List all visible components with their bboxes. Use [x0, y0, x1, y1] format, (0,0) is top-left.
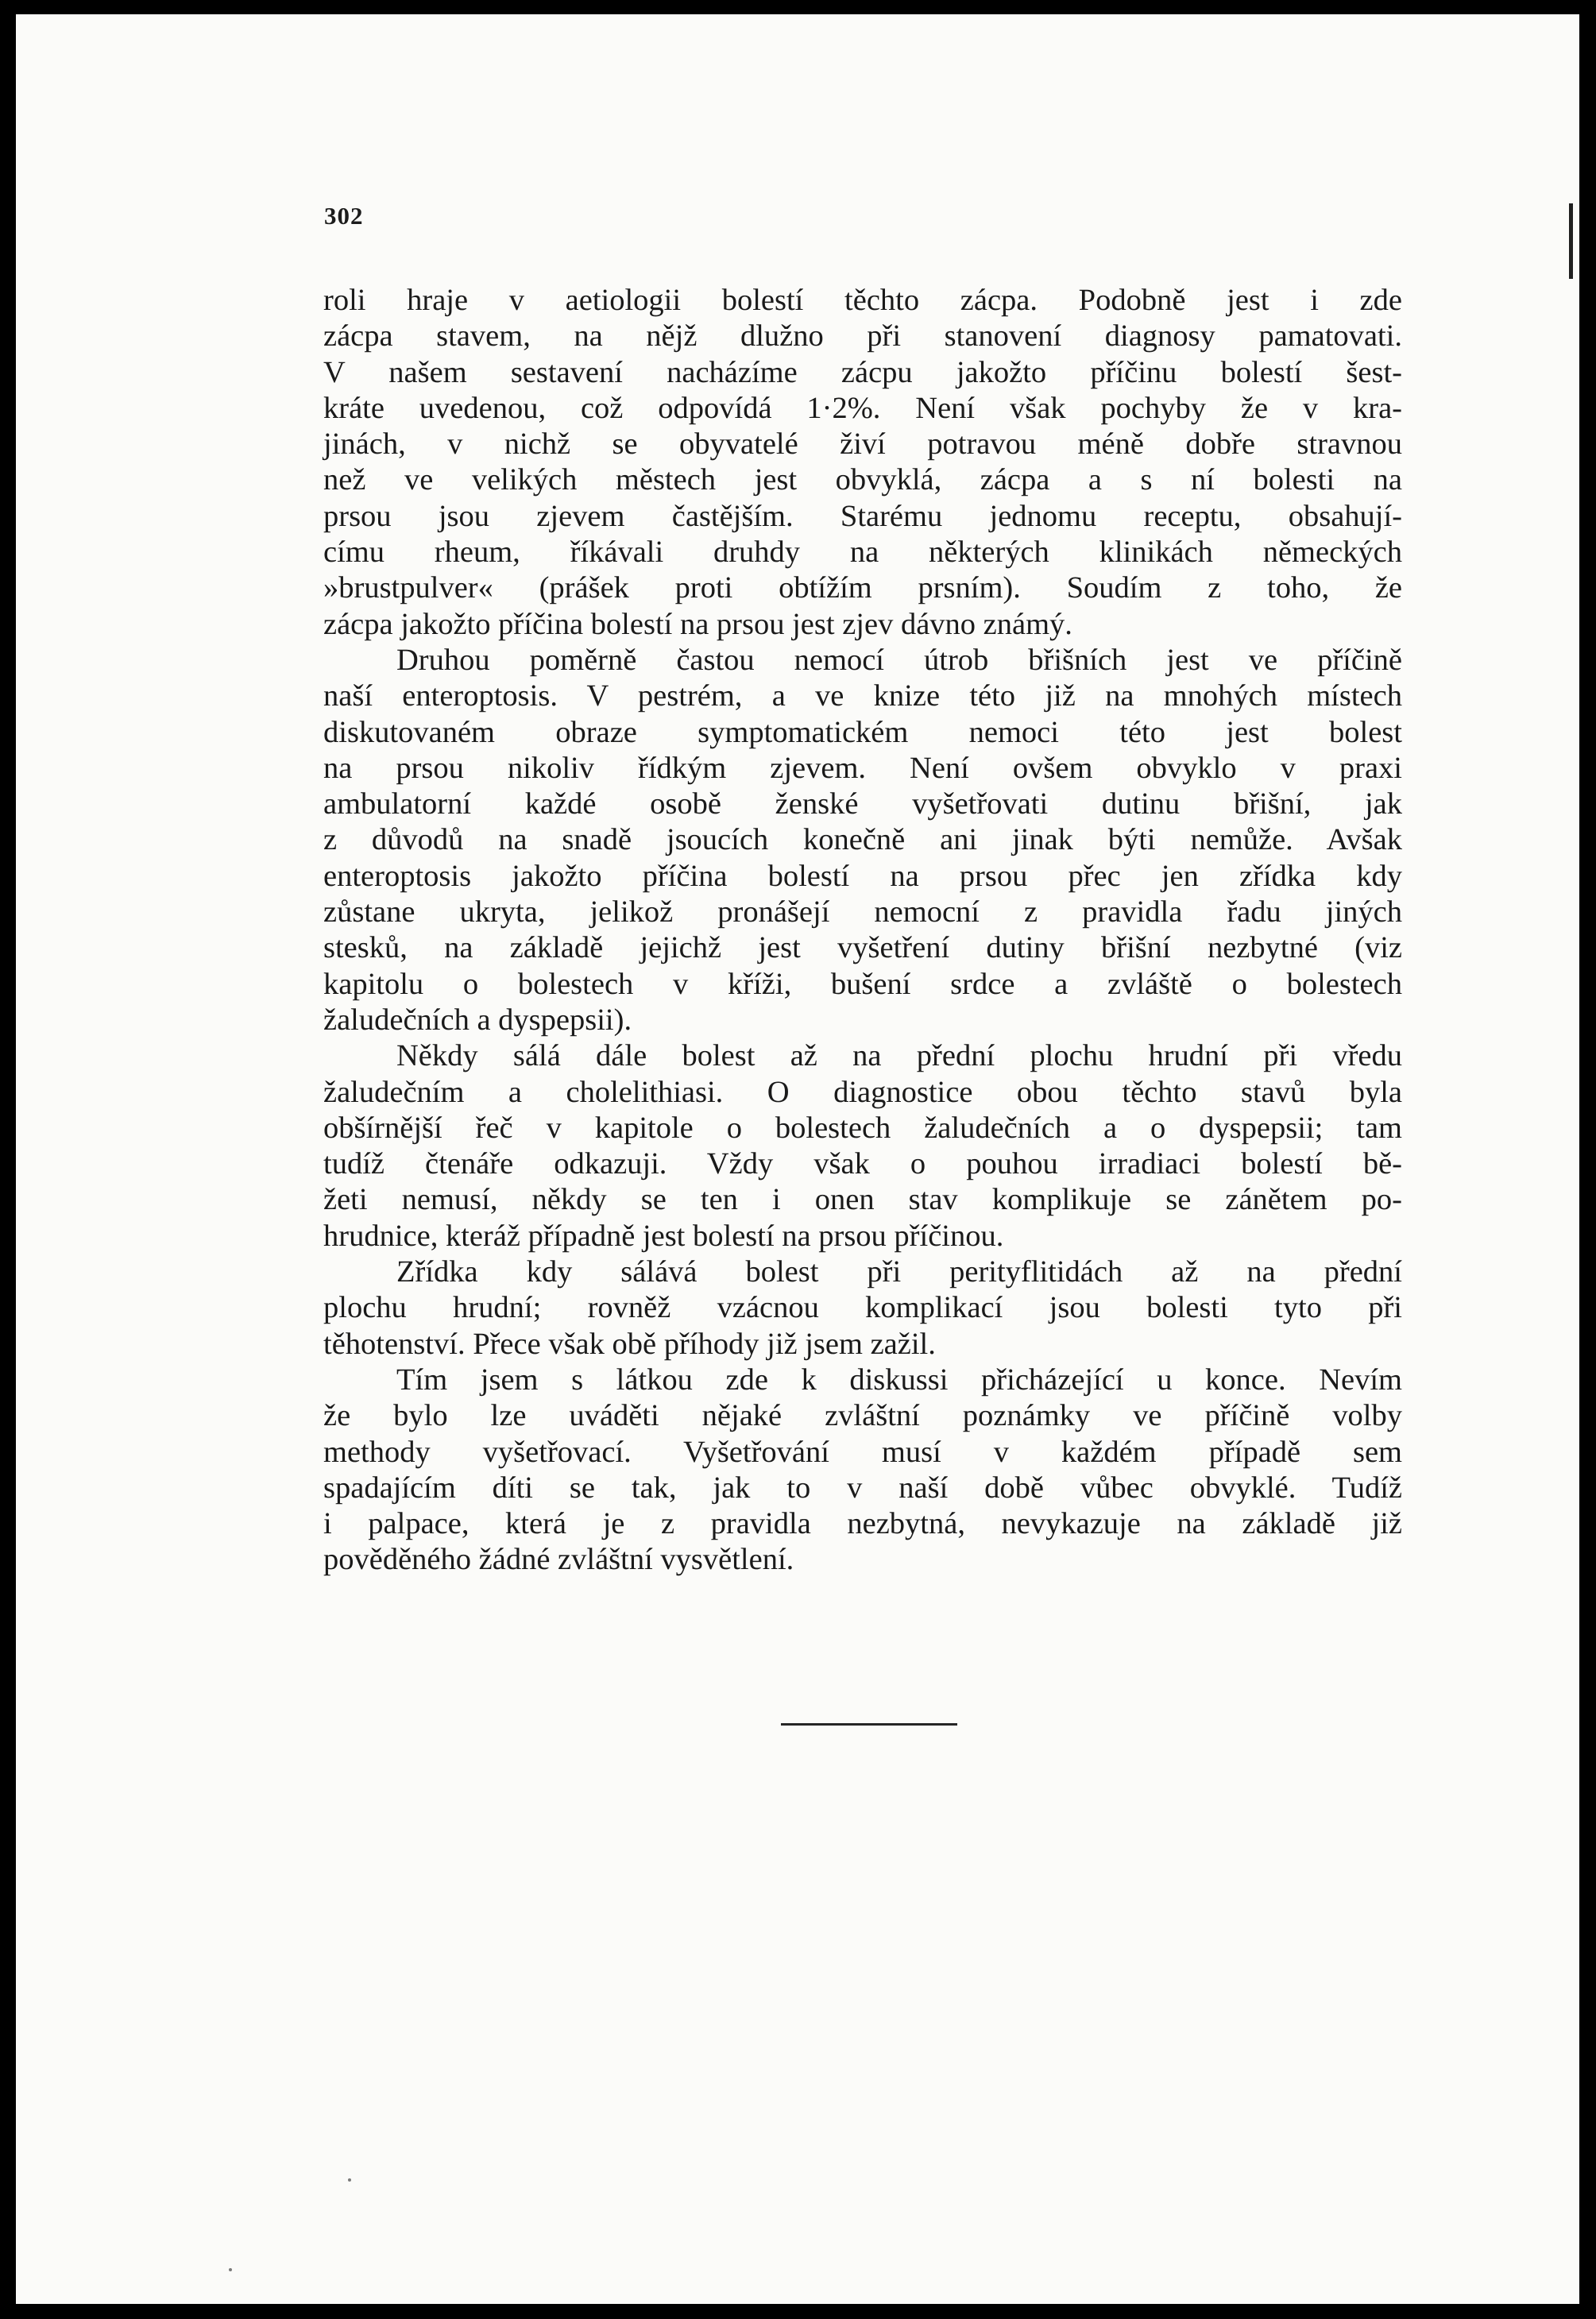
text-line: V našem sestavení nacházíme zácpu jakožto příčinu bolestí šest-	[323, 355, 1402, 389]
text-line: Tím jsem s látkou zde k diskussi přicházející u konce. Nevím	[396, 1362, 1402, 1397]
text-line: methody vyšetřovací. Vyšetřování musí v každém případě sem	[323, 1435, 1402, 1469]
text-line: zácpa jakožto příčina bolestí na prsou jest zjev dávno známý.	[323, 607, 1072, 641]
text-line: Druhou poměrně častou nemocí útrob břišních jest ve příčině	[396, 643, 1402, 677]
text-line: Někdy sálá dále bolest až na přední plochu hrudní při vředu	[396, 1039, 1402, 1073]
text-line: »brustpulver« (prášek proti obtížím prsním). Soudím z toho, že	[323, 571, 1402, 605]
text-line: diskutovaném obraze symptomatickém nemoci této jest bolest	[323, 715, 1402, 749]
scan-speck	[348, 2178, 351, 2182]
text-line: žeti nemusí, někdy se ten i onen stav komplikuje se zánětem po-	[323, 1183, 1402, 1217]
text-line: i palpace, která je z pravidla nezbytná, nevykazuje na základě již	[323, 1507, 1402, 1541]
text-line: že bylo lze uváděti nějaké zvláštní poznámky ve příčině volby	[323, 1399, 1402, 1433]
text-line: pověděného žádné zvláštní vysvětlení.	[323, 1543, 794, 1577]
text-line: na prsou nikoliv řídkým zjevem. Není ovšem obvyklo v praxi	[323, 751, 1402, 785]
text-line: žaludečních a dyspepsii).	[323, 1003, 632, 1037]
text-line: než ve velikých městech jest obvyklá, zácpa a s ní bolesti na	[323, 463, 1402, 497]
text-line: ambulatorní každé osobě ženské vyšetřovati dutinu břišní, jak	[323, 787, 1402, 821]
text-line: stesků, na základě jejichž jest vyšetření dutiny břišní nezbytné (viz	[323, 931, 1402, 965]
scan-speck	[229, 2268, 232, 2271]
text-line: tudíž čtenáře odkazuji. Vždy však o pouhou irradiaci bolestí bě-	[323, 1147, 1402, 1181]
text-line: prsou jsou zjevem častějším. Starému jednomu receptu, obsahují-	[323, 499, 1402, 533]
end-rule	[781, 1723, 957, 1726]
text-line: naší enteroptosis. V pestrém, a ve knize této již na mnohých místech	[323, 679, 1402, 713]
text-line: Zřídka kdy sálává bolest při perityflitidách až na přední	[396, 1255, 1402, 1289]
text-line: roli hraje v aetiologii bolestí těchto zácpa. Podobně jest i zde	[323, 284, 1402, 317]
text-line: žaludečním a cholelithiasi. O diagnostice obou těchto stavů byla	[323, 1075, 1402, 1109]
page-number: 302	[324, 202, 364, 230]
text-line: plochu hrudní; rovněž vzácnou komplikací jsou bolesti tyto při	[323, 1291, 1402, 1325]
text-line: jinách, v nichž se obyvatelé živí potravou méně dobře stravnou	[323, 427, 1402, 462]
text-line: enteroptosis jakožto příčina bolestí na prsou přec jen zřídka kdy	[323, 859, 1402, 893]
scan-edge-mark	[1569, 203, 1573, 279]
body-text	[323, 283, 1402, 1579]
book-page	[16, 14, 1579, 2304]
text-line: těhotenství. Přece však obě příhody již jsem zažil.	[323, 1327, 936, 1361]
text-line: zůstane ukryta, jelikož pronášejí nemocní z pravidla řadu jiných	[323, 895, 1402, 930]
text-line: spadajícím díti se tak, jak to v naší době vůbec obvyklé. Tudíž	[323, 1471, 1402, 1505]
text-line: zácpa stavem, na nějž dlužno při stanovení diagnosy pamatovati.	[323, 319, 1402, 354]
text-line: kráte uvedenou, což odpovídá 1·2%. Není však pochyby že v kra-	[323, 391, 1402, 425]
text-line: hrudnice, kteráž případně jest bolestí na prsou příčinou.	[323, 1219, 1004, 1253]
text-line: z důvodů na snadě jsoucích konečně ani jinak býti nemůže. Avšak	[323, 823, 1402, 857]
text-line: obšírnější řeč v kapitole o bolestech žaludečních a o dyspepsii; tam	[323, 1111, 1402, 1145]
text-line: címu rheum, říkávali druhdy na některých klinikách německých	[323, 535, 1402, 570]
text-line: kapitolu o bolestech v kříži, bušení srdce a zvláště o bolestech	[323, 967, 1402, 1001]
